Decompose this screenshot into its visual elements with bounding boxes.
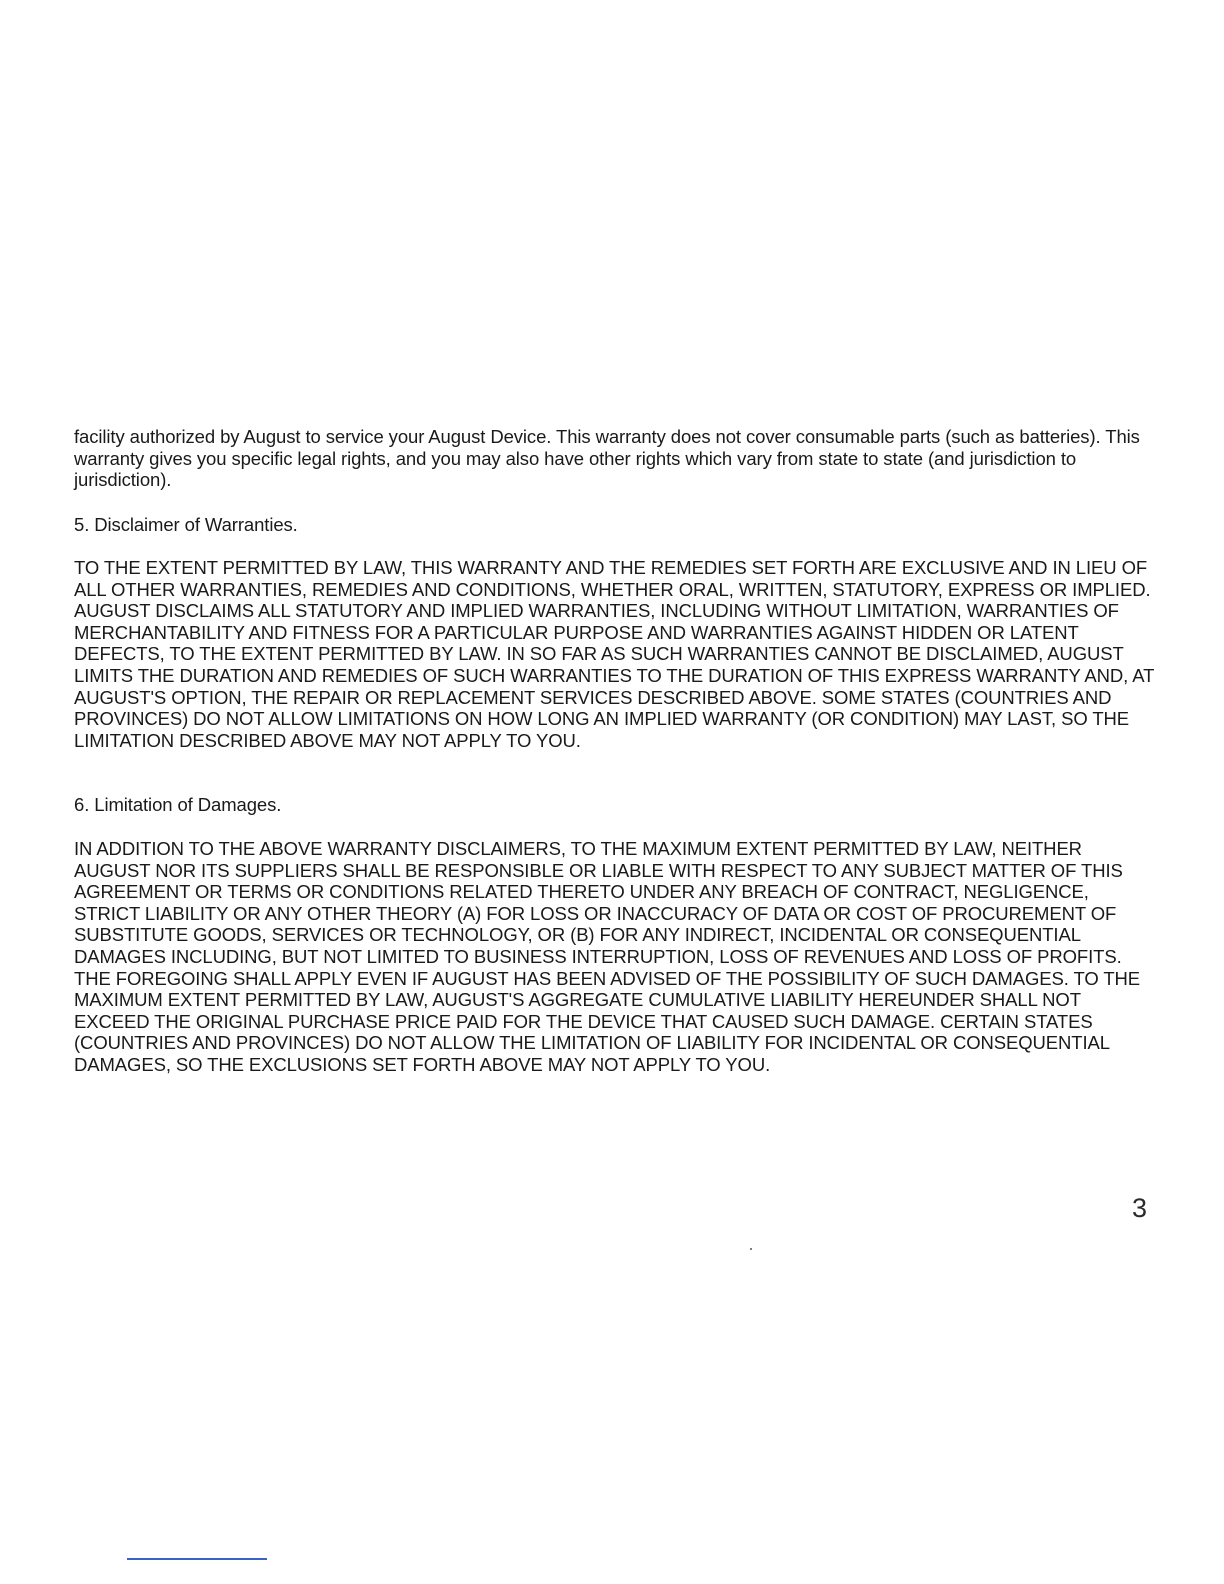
section-heading-limitation: 6. Limitation of Damages.: [74, 794, 282, 815]
section-heading-disclaimer: 5. Disclaimer of Warranties.: [74, 514, 298, 535]
section-body-limitation: IN ADDITION TO THE ABOVE WARRANTY DISCLAIMERS, TO THE MAXIMUM EXTENT PERMITTED BY LAW, NEITHER AUGUST NOR ITS SUPPLIERS SHALL BE RESPONSIBLE OR LIABLE WITH RESPECT TO ANY SUBJECT MATTER OF THIS AGREEMENT OR TERMS OR CONDITIONS RELATED THERETO UNDER ANY BREACH OF CONTRACT, NEGLIGENCE, STRICT LIABILITY OR ANY OTHER THEORY (A) FOR LOSS OR INACCURACY OF DATA OR COST OF PROCUREMENT OF SUBSTITUTE GOODS, SERVICES OR TECHNOLOGY, OR (B) FOR ANY INDIRECT, INCIDENTAL OR CONSEQUENTIAL DAMAGES INCLUDING, BUT NOT LIMITED TO BUSINESS INTERRUPTION, LOSS OF REVENUES AND LOSS OF PROFITS. THE FOREGOING SHALL APPLY EVEN IF AUGUST HAS BEEN ADVISED OF THE POSSIBILITY OF SUCH DAMAGES. TO THE MAXIMUM EXTENT PERMITTED BY LAW, AUGUST'S AGGREGATE CUMULATIVE LIABILITY HEREUNDER SHALL NOT EXCEED THE ORIGINAL PURCHASE PRICE PAID FOR THE DEVICE THAT CAUSED SUCH DAMAGE. CERTAIN STATES (COUNTRIES AND PROVINCES) DO NOT ALLOW THE LIMITATION OF LIABILITY FOR INCIDENTAL OR CONSEQUENTIAL DAMAGES, SO THE EXCLUSIONS SET FORTH ABOVE MAY NOT APPLY TO YOU.: [74, 838, 1141, 1075]
page-number: 3: [1132, 1193, 1148, 1223]
section-body-disclaimer: TO THE EXTENT PERMITTED BY LAW, THIS WARRANTY AND THE REMEDIES SET FORTH ARE EXCLUSIVE AND IN LIEU OF ALL OTHER WARRANTIES, REMEDIES AND CONDITIONS, WHETHER ORAL, WRITTEN, STATUTORY, EXPRESS OR IMPLIED. AUGUST DISCLAIMS ALL STATUTORY AND IMPLIED WARRANTIES, INCLUDING WITHOUT LIMITATION, WARRANTIES OF MERCHANTABILITY AND FITNESS FOR A PARTICULAR PURPOSE AND WARRANTIES AGAINST HIDDEN OR LATENT DEFECTS, TO THE EXTENT PERMITTED BY LAW. IN SO FAR AS SUCH WARRANTIES CANNOT BE DISCLAIMED, AUGUST LIMITS THE DURATION AND REMEDIES OF SUCH WARRANTIES TO THE DURATION OF THIS EXPRESS WARRANTY AND, AT AUGUST'S OPTION, THE REPAIR OR REPLACEMENT SERVICES DESCRIBED ABOVE. SOME STATES (COUNTRIES AND PROVINCES) DO NOT ALLOW LIMITATIONS ON HOW LONG AN IMPLIED WARRANTY (OR CONDITION) MAY LAST, SO THE LIMITATION DESCRIBED ABOVE MAY NOT APPLY TO YOU.: [74, 557, 1154, 751]
scan-speck: [750, 1248, 752, 1250]
intro-paragraph: facility authorized by August to service your August Device. This warranty does not cover consumable parts (such as batteries). This warranty gives you specific legal rights, and you may also have other rights which vary from state to state (and jurisdiction to jurisdiction).: [74, 426, 1140, 491]
footer-rule: [127, 1558, 267, 1560]
